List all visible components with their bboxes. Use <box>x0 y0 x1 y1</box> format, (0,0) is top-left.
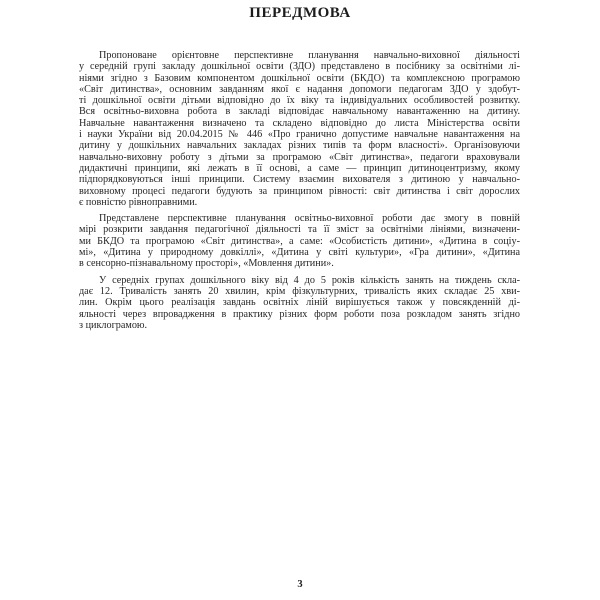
text-line: Вся освітньо-виховна робота в закладі відповідає навчальному навантаженню на дитину. <box>79 106 520 118</box>
paragraph-2 <box>79 213 520 269</box>
body-text <box>79 50 520 331</box>
text-line: лин. Окрім цього реалізація завдань освітніх ліній вирішується також у повсякденній ді- <box>79 297 520 309</box>
text-line: виховному процесі педагоги будують за принципом рівності: світ дитинства і світ дорослих <box>79 185 520 197</box>
text-line: Навчальне навантаження визначено та складено відповідно до листа Міністерства освіти <box>79 117 520 129</box>
page-number: 3 <box>297 579 303 590</box>
text-line: «Світ дитинства», основним завданням якої є надання допомоги педагогам ЗДО у здобут- <box>79 83 520 95</box>
text-line: яльності через впровадження в практику різних форм роботи поза розкладом занять згідно <box>79 308 520 320</box>
text-line: з циклограмою. <box>79 319 148 331</box>
text-line: дитину у дошкільних навчальних закладах різних типів та форм власності». Організовуючи <box>79 140 520 152</box>
text-line: і науки України від 20.04.2015 № 446 «Про гранично допустиме навчальне навантаження на <box>79 129 520 141</box>
text-line: ті дошкільної освіти дітьми відповідно до їх віку та індивідуальних особливостей розвитку. <box>79 95 520 107</box>
paragraph-3 <box>79 275 520 331</box>
text-line: дає 12. Тривалість занять 20 хвилин, крім фізкультурних, тривалість яких складає 25 хви- <box>79 285 520 297</box>
text-line: є повністю рівноправними. <box>79 196 198 208</box>
text-line: Представлене перспективне планування освітньо-виховної роботи дає змогу в повній <box>99 213 520 225</box>
text-line: дидактичні принципи, які лежать в її основі, а саме — принцип дитиноцентризму, якому <box>79 162 520 174</box>
text-line: ми БКДО та програмою «Світ дитинства», а саме: «Особистість дитини», «Дитина в соціу- <box>79 235 520 247</box>
text-line: у середній групі закладу дошкільної освіти (ЗДО) представлено в посібнику за освітніми лі- <box>79 61 520 73</box>
text-line: мі», «Дитина у природному довкіллі», «Дитина у світі культури», «Гра дитини», «Дитина <box>79 247 520 259</box>
text-line: підпорядковуються інші принципи. Систему взаємин вихователя з дитиною у навчально- <box>79 174 520 186</box>
text-line: мірі розкрити завдання педагогічної діяльності та її зміст за освітніми лініями, визначени- <box>79 224 520 236</box>
text-line: в сенсорно-пізнавальному просторі», «Мовлення дитини». <box>79 258 334 270</box>
text-line: навчально-виховну роботу з дітьми за програмою «Світ дитинства», педагоги враховували <box>79 151 520 163</box>
text-line: Пропоноване орієнтовне перспективне планування навчально-виховної діяльності <box>99 50 520 61</box>
page-title: ПЕРЕДМОВА <box>249 5 351 21</box>
paragraph-1 <box>79 50 520 208</box>
text-line: ніями згідно з Базовим компонентом дошкільної освіти (БКДО) та комплексною програмою <box>79 72 520 84</box>
text-line: У середніх групах дошкільного віку від 4 до 5 років кількість занять на тиждень скла- <box>99 274 520 286</box>
